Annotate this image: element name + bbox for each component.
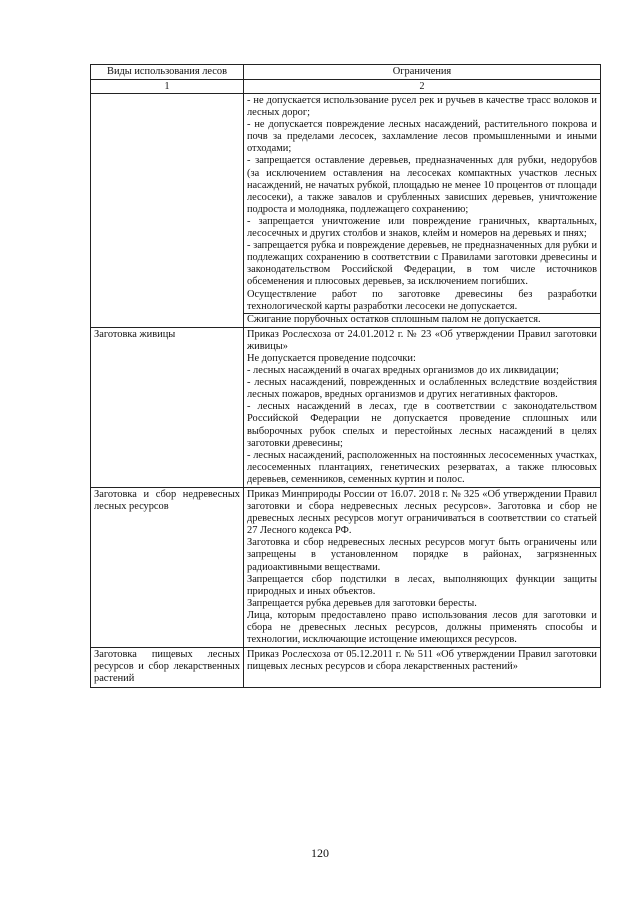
restriction-line: - лесных насаждений в лесах, где в соответствии с законодательством Российской Федерации не допускается проведение сплошных или выборочных рубок спелых и перестойных лесных насаждений в целях заготовки древесины; bbox=[247, 401, 597, 449]
restriction-line: - запрещается уничтожение или повреждение граничных, квартальных, лесосечных и других столбов и знаков, клейм и номеров на деревьях и пнях; bbox=[247, 215, 597, 240]
regulation-reference: Приказ Минприроды России от 16.07. 2018 г. № 325 «Об утверждении Правил заготовки и сбора недревесных лесных ресурсов». Заготовка и сбор не древесных лесных ресурсов могут ограничиваться в соответствии со статьей 27 Лесного кодекса РФ. bbox=[247, 489, 597, 537]
restriction-line: Запрещается сбор подстилки в лесах, выполняющих функции защиты природных и иных объектов. bbox=[247, 573, 597, 597]
column-number-row bbox=[91, 80, 601, 94]
forest-use-type-cell: Заготовка живицы bbox=[91, 327, 244, 487]
restriction-line: - запрещается рубка и повреждение деревьев, не предназначенных для рубки и подлежащих сохранению в соответствии с Правилами заготовки древесины и законодательством Российской Федерации, в том числе источников обсеменения и плюсовых деревьев, за исключением погибших. bbox=[247, 240, 597, 288]
restrictions-cell bbox=[244, 488, 601, 648]
restriction-line: Не допускается проведение подсочки: bbox=[247, 352, 416, 364]
restriction-line: - лесных насаждений в очагах вредных организмов до их ликвидации; bbox=[247, 365, 559, 377]
restriction-line: Запрещается рубка деревьев для заготовки бересты. bbox=[247, 597, 477, 609]
table-row bbox=[91, 327, 601, 487]
restriction-line: Лица, которым предоставлено право использования лесов для заготовки и сбора не древесных лесных ресурсов, должны применять способы и технологии, исключающие истощение имеющихся ресурсов. bbox=[247, 609, 597, 646]
restrictions-cell bbox=[244, 648, 601, 687]
column-number-1: 1 bbox=[91, 80, 244, 94]
regulation-reference: Приказ Рослесхоза от 24.01.2012 г. № 23 «Об утверждении Правил заготовки живицы» bbox=[247, 328, 597, 352]
table-row bbox=[91, 94, 601, 328]
header-forest-use-types: Виды использования лесов bbox=[91, 65, 244, 80]
restriction-line: Осуществление работ по заготовке древесины без разработки технологической карты разработки лесосеки не допускается. bbox=[247, 288, 597, 312]
restriction-line: - не допускается использование русел рек и ручьев в качестве трасс волоков и лесных дорог; bbox=[247, 95, 597, 119]
restriction-line: - лесных насаждений, поврежденных и ослабленных вследствие воздействия лесных пожаров, вредных организмов и других негативных факторов. bbox=[247, 377, 597, 401]
table-row bbox=[91, 648, 601, 687]
restriction-line: - запрещается оставление деревьев, предназначенных для рубки, недорубов (за исключением оставления на лесосеках компактных участков лесных насаждений, не начатых рубкой, площадью не менее 10 процентов от площади лесосеки), а также завалов и срубленных зависших деревьев, уничтожение подроста и молодняка, подлежащего сохранению; bbox=[247, 155, 597, 215]
restrictions-table bbox=[90, 64, 601, 688]
restriction-line: - лесных насаждений, расположенных на постоянных лесосеменных участках, лесосеменных плантациях, генетических резерватах, а также плюсовых деревьев, семенников, семенных куртин и полос. bbox=[247, 449, 597, 485]
document-page bbox=[90, 64, 600, 688]
column-number-2: 2 bbox=[244, 80, 601, 94]
restrictions-cell bbox=[244, 327, 601, 487]
restriction-line: - не допускается повреждение лесных насаждений, растительного покрова и почв за пределами лесосек, захламление лесов промышленными и иными отходами; bbox=[247, 119, 597, 155]
restriction-line: Заготовка и сбор недревесных лесных ресурсов могут быть ограничены или запрещены в установленном порядке в районах, загрязненных радиоактивными веществами. bbox=[247, 537, 597, 573]
restrictions-cell bbox=[244, 94, 601, 328]
forest-use-type-cell: Заготовка и сбор недревесных лесных ресурсов bbox=[91, 488, 244, 648]
forest-use-type-cell: Заготовка пищевых лесных ресурсов и сбор лекарственных растений bbox=[91, 648, 244, 687]
restriction-line: Сжигание порубочных остатков сплошным палом не допускается. bbox=[244, 313, 600, 326]
page-number: 120 bbox=[311, 846, 329, 860]
regulation-reference: Приказ Рослесхоза от 05.12.2011 г. № 511 «Об утверждении Правил заготовки пищевых лесных ресурсов и сбора лекарственных растений» bbox=[247, 649, 597, 673]
table-row bbox=[91, 488, 601, 648]
forest-use-type-cell bbox=[91, 94, 244, 328]
header-restrictions: Ограничения bbox=[244, 65, 601, 80]
table-header-row bbox=[91, 65, 601, 80]
